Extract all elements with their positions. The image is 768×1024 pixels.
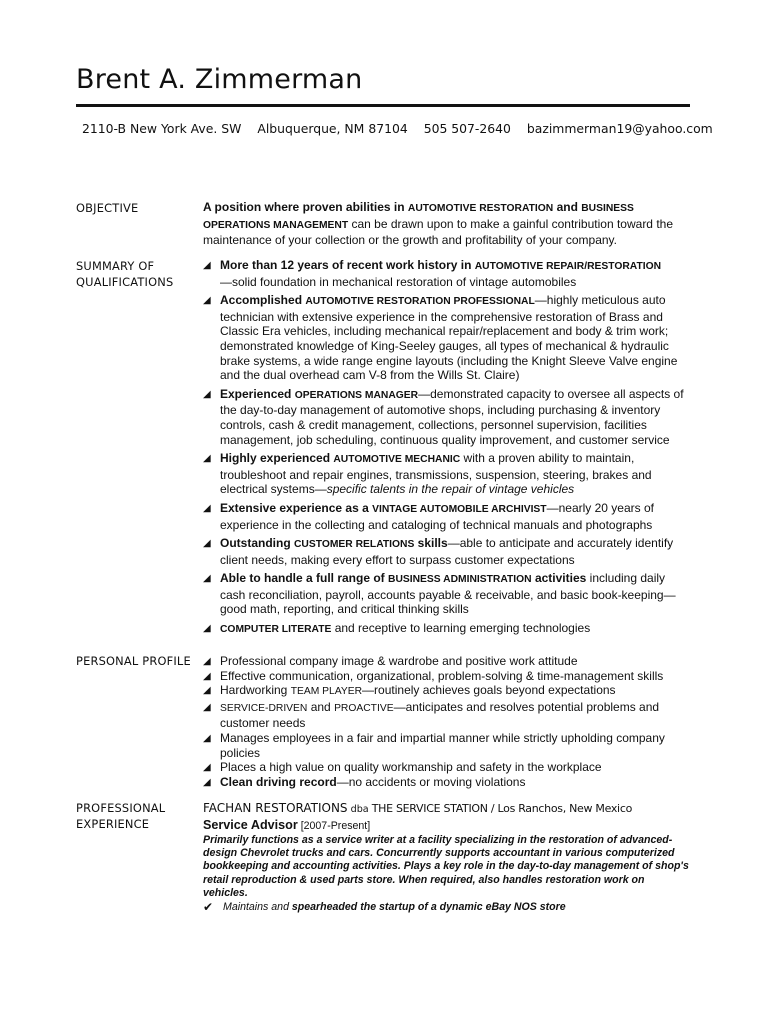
list-item: ◢ Accomplished AUTOMOTIVE RESTORATION PROFESSIONAL—highly meticulous auto technician with extensive experience in the comprehensive restoration of Brass and Classic Era vehicles, including mechanical repair/replacement and body & trim work; demonstrated knowledge of King-Seeley gauges, all types of mechanical & hydraulic brake systems, a wide range engine layouts (including the Knight Sleeve Valve engine and the dual overhead cam V-8 from the Wills St. Claire)	[203, 293, 678, 383]
job-title: Service Advisor	[203, 818, 298, 832]
list-item: ◢ Places a high value on quality workmanship and safety in the workplace	[203, 760, 602, 775]
list-item: ◢ Professional company image & wardrobe and positive work attitude	[203, 654, 578, 668]
resume-name: Brent A. Zimmerman	[76, 64, 363, 95]
triangle-bullet-icon: ◢	[203, 538, 211, 550]
list-item: ◢ Extensive experience as a VINTAGE AUTOMOBILE ARCHIVIST—nearly 20 years of experience in the collecting and cataloging of technical manuals and photographs	[203, 500, 654, 532]
triangle-bullet-icon: ◢	[203, 388, 211, 400]
header-rule	[76, 104, 690, 107]
profile-label: PERSONAL PROFILE	[76, 654, 191, 668]
list-item: ◢ More than 12 years of recent work history in AUTOMOTIVE REPAIR/RESTORATION —solid foundation in mechanical restoration of vintage automobiles	[203, 258, 662, 289]
company-location: / Los Ranchos, New Mexico	[487, 802, 632, 815]
triangle-bullet-icon: ◢	[203, 732, 211, 744]
list-item: ◢ Outstanding CUSTOMER RELATIONS skills—able to anticipate and accurately identify client needs, making every effort to surpass customer expectations	[203, 536, 674, 567]
triangle-bullet-icon: ◢	[203, 453, 211, 465]
list-item: ◢ COMPUTER LITERATE and receptive to learning emerging technologies	[203, 621, 591, 636]
triangle-bullet-icon: ◢	[203, 295, 211, 307]
list-item: ◢ Manages employees in a fair and impartial manner while strictly upholding company policies	[203, 730, 665, 760]
triangle-bullet-icon: ◢	[203, 260, 211, 271]
profile-section	[203, 654, 691, 789]
list-item: ✔ Maintains and spearheaded the startup of a dynamic eBay NOS store	[203, 900, 566, 915]
triangle-bullet-icon: ◢	[203, 656, 211, 667]
experience-section	[203, 800, 691, 914]
checkmark-icon: ✔	[203, 900, 214, 915]
triangle-bullet-icon: ◢	[203, 685, 211, 697]
triangle-bullet-icon: ◢	[203, 701, 211, 713]
list-item: ◢ Effective communication, organizational, problem-solving & time-management skills	[203, 668, 664, 683]
company-dba-name: THE SERVICE STATION	[371, 802, 488, 815]
job-dates: [2007-Present]	[297, 820, 371, 832]
contact-city: Albuquerque, NM 87104	[257, 121, 408, 136]
contact-email[interactable]: bazimmerman19@yahoo.com	[526, 121, 713, 136]
summary-section	[203, 258, 691, 642]
list-item: ◢ Able to handle a full range of BUSINESS ADMINISTRATION activities including daily cash reconciliation, payroll, accounts payable & receivable, and basic book-keeping—good math, reporting, and critical thinking skills	[203, 571, 676, 617]
contact-line	[82, 121, 713, 136]
contact-phone: 505 507-2640	[423, 121, 511, 136]
objective-text: A position where proven abilities in AUTOMOTIVE RESTORATION and BUSINESS OPERATIONS MANAGEMENT can be drawn upon to make a gainful contribution toward the maintenance of your collection or the growth and profitability of your company.	[203, 200, 673, 248]
list-item: ◢ SERVICE-DRIVEN and PROACTIVE—anticipates and resolves potential problems and customer needs	[203, 699, 660, 731]
list-item: ◢ Clean driving record—no accidents or moving violations	[203, 774, 526, 789]
job-description: Primarily functions as a service writer at a facility specializing in the restoration of advanced-design Chevrolet trucks and cars. Concurrently supports accountant in various computerized bookkeeping and accounting activities. Plays a key role in the day-to-day management of shop's retail reproduction & used parts store. When required, also handles restoration work on vehicles.	[203, 834, 689, 899]
triangle-bullet-icon: ◢	[203, 573, 211, 585]
company-line: FACHAN RESTORATIONS dba THE SERVICE STATION / Los Ranchos, New Mexico	[203, 801, 632, 815]
triangle-bullet-icon: ◢	[203, 670, 211, 682]
contact-address: 2110-B New York Ave. SW	[82, 121, 242, 136]
company-name: FACHAN RESTORATIONS	[203, 801, 348, 815]
objective-label: OBJECTIVE	[76, 201, 139, 215]
experience-label: PROFESSIONAL EXPERIENCE	[76, 801, 166, 831]
summary-label: SUMMARY OF QUALIFICATIONS	[76, 259, 174, 289]
list-item: ◢ Highly experienced AUTOMOTIVE MECHANIC with a proven ability to maintain, troubleshoot and repair engines, transmissions, suspension, steering, brakes and electrical systems—specific talents in the repair of vintage vehicles	[203, 451, 652, 497]
triangle-bullet-icon: ◢	[203, 762, 211, 774]
objective-section	[203, 200, 691, 248]
job-title-line	[203, 818, 691, 834]
triangle-bullet-icon: ◢	[203, 776, 211, 788]
triangle-bullet-icon: ◢	[203, 623, 211, 635]
triangle-bullet-icon: ◢	[203, 502, 211, 514]
list-item: ◢ Hardworking TEAM PLAYER—routinely achieves goals beyond expectations	[203, 683, 616, 698]
list-item: ◢ Experienced OPERATIONS MANAGER—demonstrated capacity to oversee all aspects of the day-to-day management of automotive shops, including purchasing & inventory controls, cash & credit management, collections, personnel supervision, facilities management, job scheduling, continuous quality improvement, and customer service	[203, 386, 684, 447]
